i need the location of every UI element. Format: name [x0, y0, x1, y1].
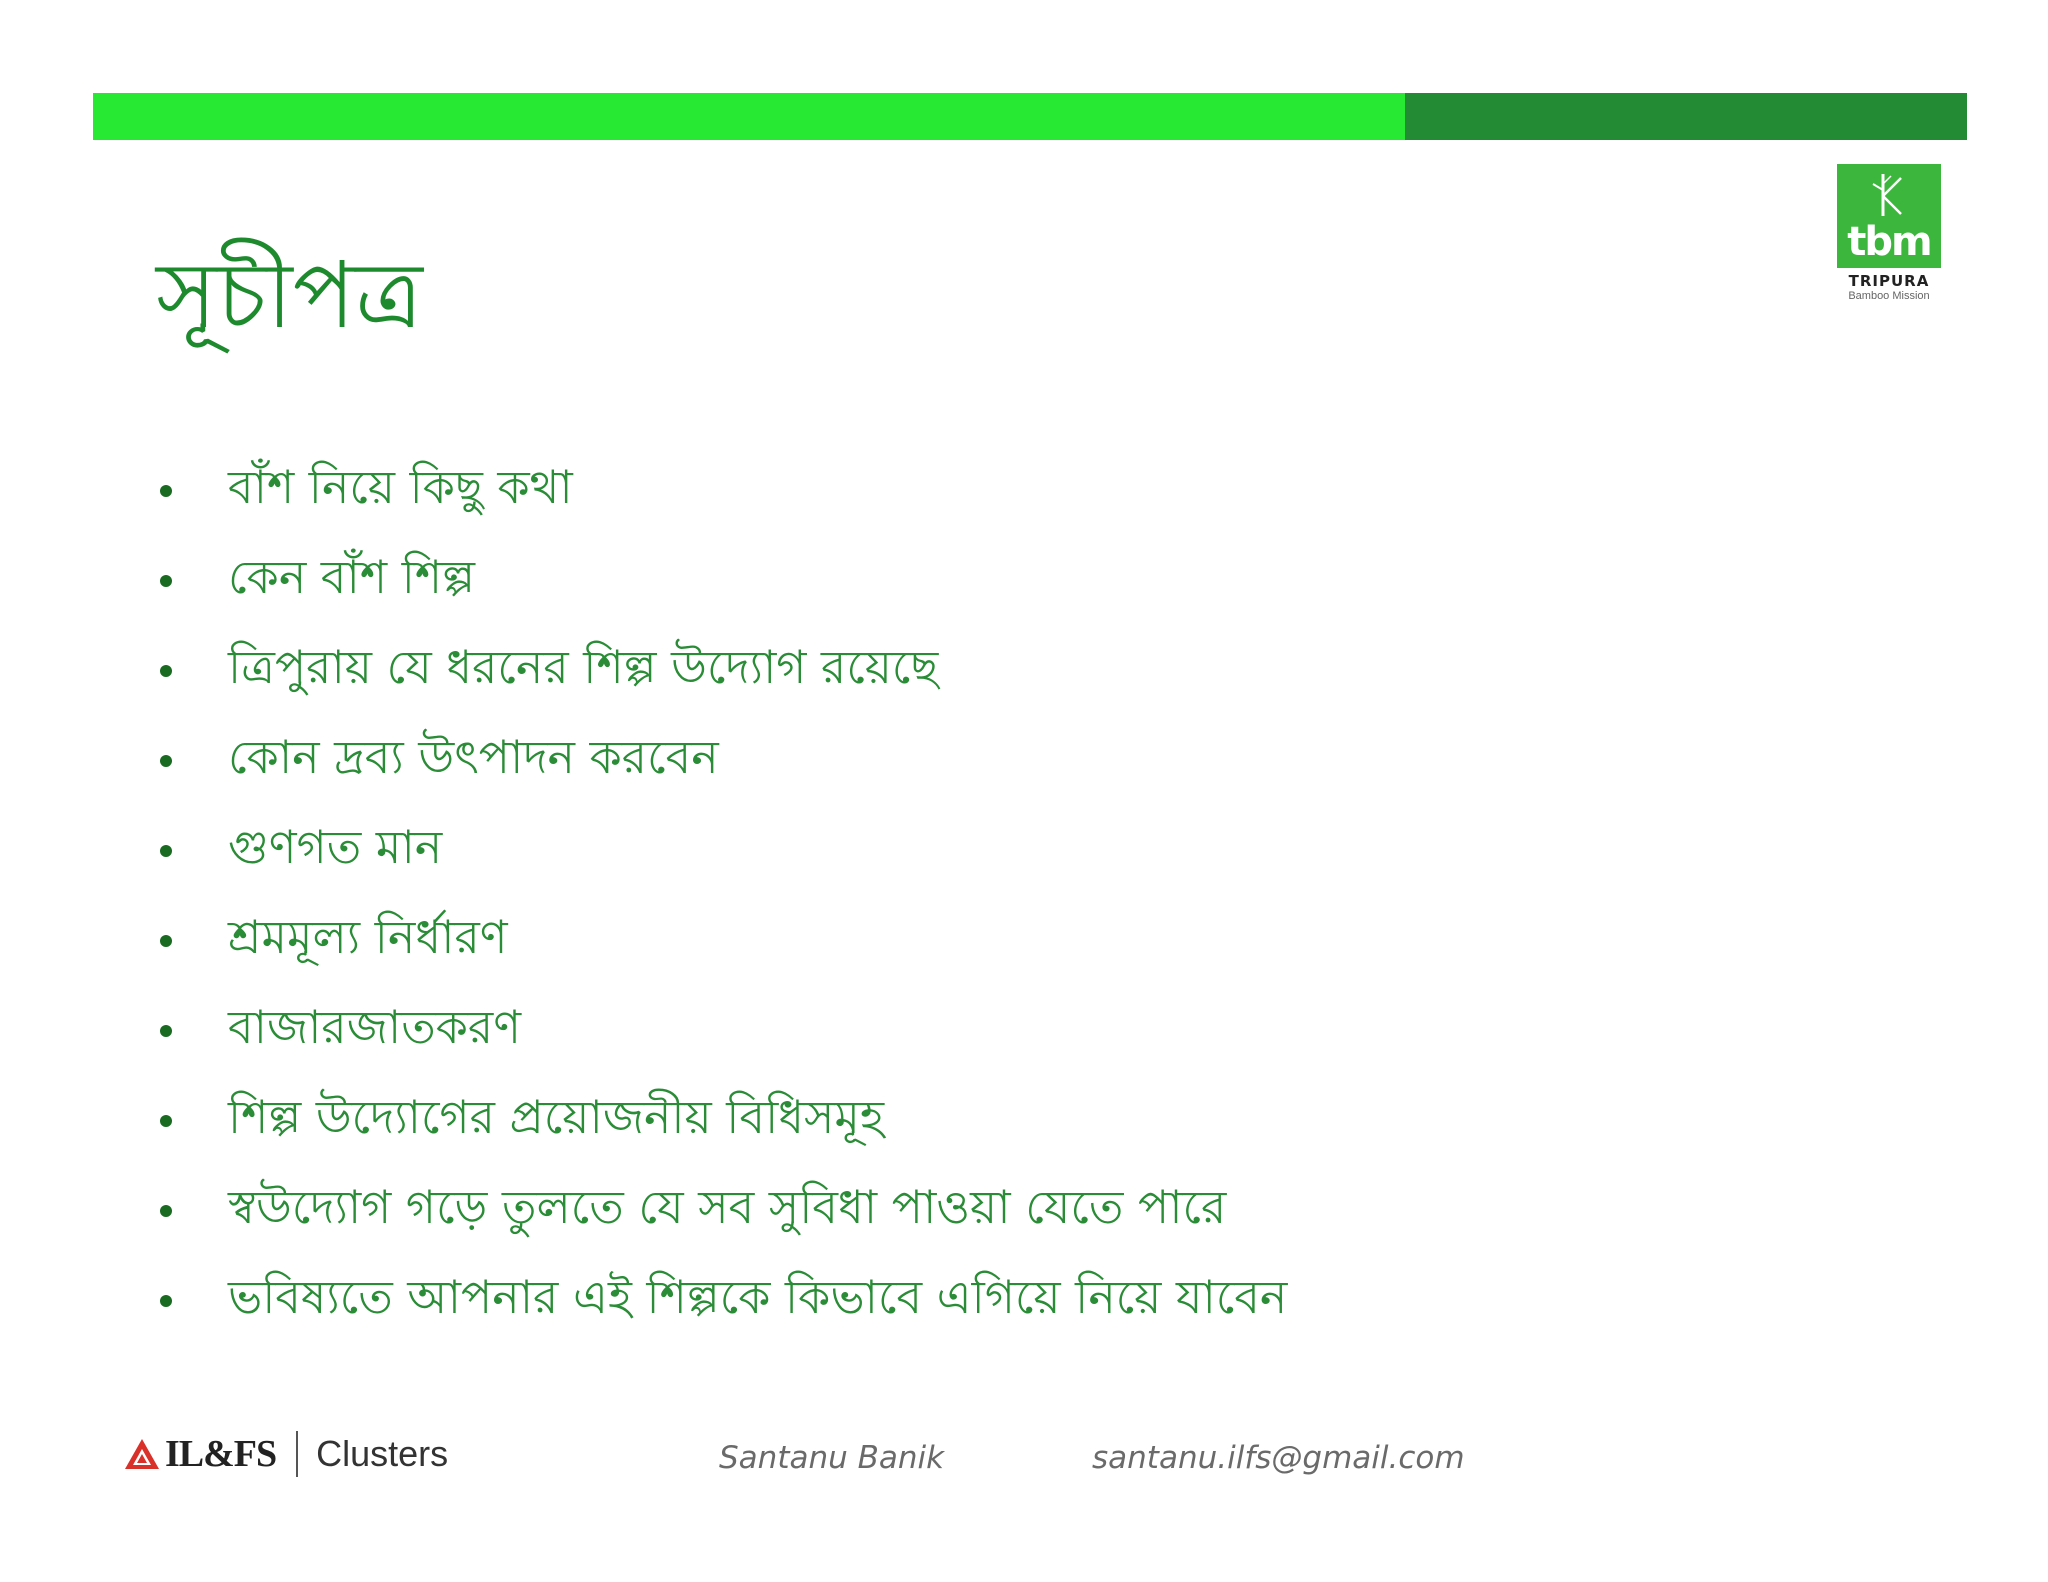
bullet-icon — [160, 755, 172, 767]
agenda-item-label: শ্রমমূল্য নির্ধারণ — [228, 910, 508, 964]
page-title: সূচীপত্র — [156, 242, 423, 349]
bullet-icon — [160, 1205, 172, 1217]
bullet-icon — [160, 1025, 172, 1037]
bullet-icon — [160, 665, 172, 677]
agenda-item — [160, 896, 1287, 986]
agenda-item — [160, 986, 1287, 1076]
agenda-item-label: শিল্প উদ্যোগের প্রয়োজনীয় বিধিসমূহ — [228, 1090, 885, 1144]
agenda-list — [160, 446, 1287, 1346]
footer-email: santanu.ilfs@gmail.com — [1092, 1440, 1465, 1476]
agenda-item-label: গুণগত মান — [228, 820, 443, 874]
agenda-item — [160, 1166, 1287, 1256]
bullet-icon — [160, 845, 172, 857]
agenda-item — [160, 1076, 1287, 1166]
header-accent-bar — [93, 93, 1967, 140]
agenda-item-label: কেন বাঁশ শিল্প — [228, 550, 475, 604]
bullet-icon — [160, 575, 172, 587]
bullet-icon — [160, 1295, 172, 1307]
agenda-item — [160, 626, 1287, 716]
bamboo-icon — [1869, 170, 1909, 220]
tbm-logo-subcaption: Bamboo Mission — [1848, 290, 1930, 302]
tripura-bamboo-mission-logo — [1834, 164, 1944, 304]
agenda-item-label: কোন দ্রব্য উৎপাদন করবেন — [228, 730, 719, 784]
tbm-logo-box — [1837, 164, 1941, 268]
agenda-item — [160, 806, 1287, 896]
ilfs-logo-text: IL&FS — [165, 1433, 277, 1475]
agenda-item-label: ভবিষ্যতে আপনার এই শিল্পকে কিভাবে এগিয়ে নিয়ে যাবেন — [228, 1270, 1288, 1324]
clusters-label: Clusters — [316, 1433, 449, 1474]
agenda-item — [160, 446, 1287, 536]
bullet-icon — [160, 485, 172, 497]
header-accent-bar-light — [93, 93, 1405, 140]
footer-logo-divider — [296, 1431, 298, 1477]
bullet-icon — [160, 1115, 172, 1127]
agenda-item-label: বাজারজাতকরণ — [228, 1000, 522, 1054]
tbm-logo-text: tbm — [1847, 219, 1931, 265]
header-accent-bar-dark — [1405, 93, 1967, 140]
agenda-item — [160, 1256, 1287, 1346]
tbm-logo-caption: TRIPURA — [1848, 272, 1930, 290]
ilfs-triangle-icon — [123, 1437, 161, 1471]
bullet-icon — [160, 935, 172, 947]
agenda-item — [160, 716, 1287, 806]
agenda-item-label: বাঁশ নিয়ে কিছু কথা — [228, 460, 573, 514]
agenda-item — [160, 536, 1287, 626]
agenda-item-label: ত্রিপুরায় যে ধরনের শিল্প উদ্যোগ রয়েছে — [228, 640, 939, 694]
agenda-item-label: স্বউদ্যোগ গড়ে তুলতে যে সব সুবিধা পাওয়া যেতে পারে — [228, 1180, 1227, 1234]
ilfs-clusters-logo — [123, 1426, 448, 1482]
footer-author: Santanu Banik — [719, 1440, 945, 1476]
